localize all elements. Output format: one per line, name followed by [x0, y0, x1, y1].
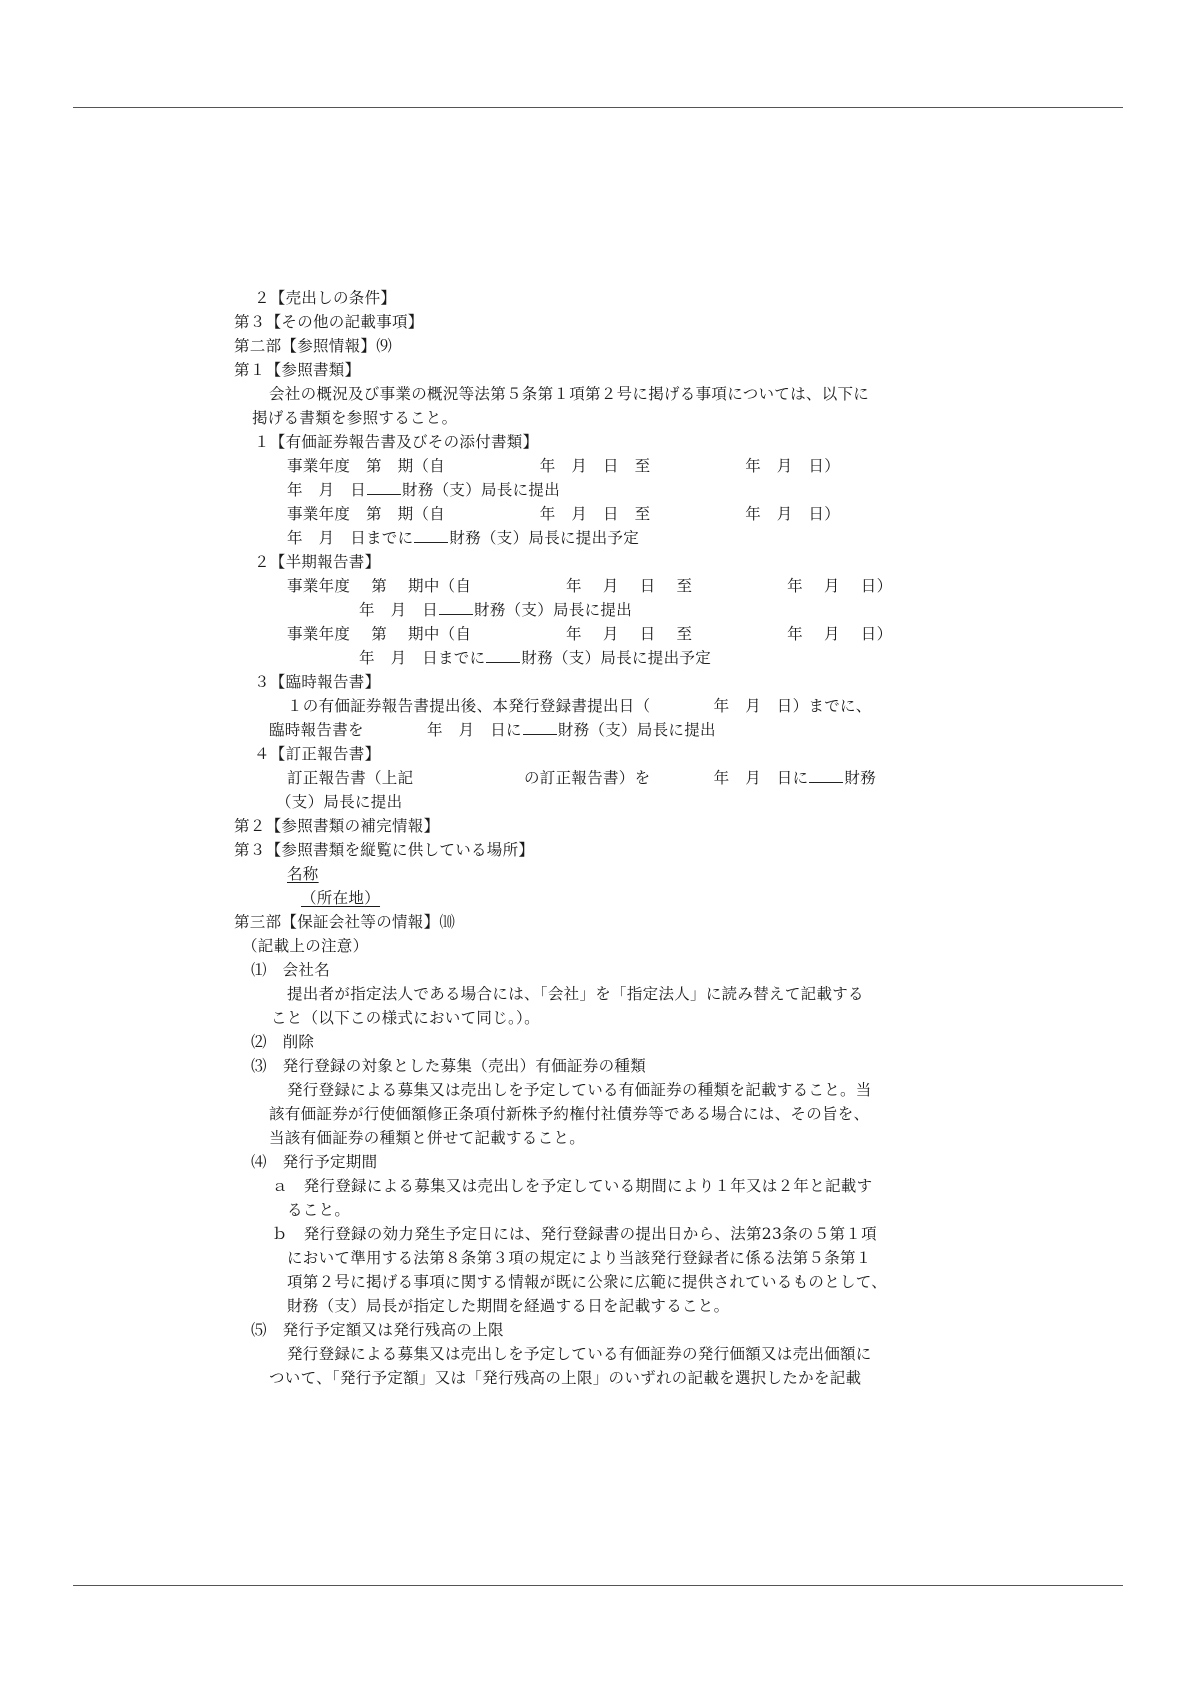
- note-item: ⑷ 発行予定期間: [251, 1153, 378, 1171]
- paragraph-line: こと（以下この様式において同じ。）。: [271, 1009, 540, 1027]
- heading-sale-conditions: ２【売出しの条件】: [254, 289, 397, 307]
- paragraph-line: ｂ 発行登録の効力発生予定日には、発行登録書の提出日から、法第23条の５第１項: [272, 1225, 877, 1243]
- fiscal-year-line: 事業年度 第 期中（自 年 月 日 至 年 月 日）: [287, 625, 893, 643]
- fiscal-year-line: 事業年度 第 期中（自 年 月 日 至 年 月 日）: [287, 577, 893, 595]
- submission-line: 年 月 日 財務（支）局長に提出: [287, 481, 561, 499]
- submission-line: 年 月 日までに 財務（支）局長に提出予定: [287, 529, 640, 547]
- paragraph-line: 項第２号に掲げる事項に関する情報が既に公衆に広範に提供されているものとして、: [287, 1273, 888, 1291]
- paragraph-line: ついて、「発行予定額」又は「発行残高の上限」のいずれの記載を選択したかを記載: [269, 1369, 862, 1387]
- paragraph-line: （支）局長に提出: [276, 793, 403, 811]
- paragraph-line: １の有価証券報告書提出後、本発行登録書提出日（ 年 月 日）までに、: [287, 697, 872, 715]
- paragraph-line: 発行登録による募集又は売出しを予定している有価証券の種類を記載すること。当: [287, 1081, 872, 1099]
- paragraph-line: ａ 発行登録による募集又は売出しを予定している期間により１年又は２年と記載す: [272, 1177, 873, 1195]
- paragraph-line: 提出者が指定法人である場合には、「会社」を「指定法人」に読み替えて記載する: [287, 985, 864, 1003]
- fiscal-year-line: 事業年度 第 期（自 年 月 日 至 年 月 日）: [287, 457, 841, 475]
- heading-part3-guarantor-info: 第三部【保証会社等の情報】⑽: [234, 913, 456, 931]
- blank-underline: [809, 768, 843, 783]
- paragraph-line: 掲げる書類を参照すること。: [252, 409, 458, 427]
- heading-amendment-report: ４【訂正報告書】: [254, 745, 381, 763]
- submission-line: 年 月 日までに 財務（支）局長に提出予定: [359, 649, 712, 667]
- note-item: ⑸ 発行予定額又は発行残高の上限: [251, 1321, 504, 1339]
- footer-rule: [73, 1585, 1123, 1586]
- paragraph-line: 訂正報告書（上記 の訂正報告書）を 年 月 日に 財務: [287, 769, 877, 787]
- place-name: 名称: [287, 865, 319, 883]
- heading-supplementary-info: 第２【参照書類の補完情報】: [234, 817, 440, 835]
- paragraph-line: 会社の概況及び事業の概況等法第５条第１項第２号に掲げる事項については、以下に: [269, 385, 870, 403]
- heading-semiannual-report: ２【半期報告書】: [254, 553, 381, 571]
- paragraph-line: において準用する法第８条第３項の規定により当該発行登録者に係る法第５条第１: [287, 1249, 872, 1267]
- fiscal-year-line: 事業年度 第 期（自 年 月 日 至 年 月 日）: [287, 505, 841, 523]
- heading-other-items: 第３【その他の記載事項】: [234, 313, 424, 331]
- heading-notes: （記載上の注意）: [242, 937, 369, 955]
- blank-underline: [486, 648, 520, 663]
- paragraph-line: 財務（支）局長が指定した期間を経過する日を記載すること。: [287, 1297, 730, 1315]
- note-item: ⑴ 会社名: [251, 961, 331, 979]
- paragraph-line: 該有価証券が行使価額修正条項付新株予約権付社債券等である場合には、その旨を、: [269, 1105, 870, 1123]
- heading-extraordinary-report: ３【臨時報告書】: [254, 673, 381, 691]
- submission-line: 臨時報告書を 年 月 日に 財務（支）局長に提出: [269, 721, 716, 739]
- heading-reference-documents: 第１【参照書類】: [234, 361, 361, 379]
- note-item: ⑵ 削除: [251, 1033, 315, 1051]
- blank-underline: [439, 600, 473, 615]
- paragraph-line: 当該有価証券の種類と併せて記載すること。: [269, 1129, 586, 1147]
- paragraph-line: 発行登録による募集又は売出しを予定している有価証券の発行価額又は売出価額に: [287, 1345, 872, 1363]
- blank-underline: [367, 480, 401, 495]
- blank-underline: [414, 528, 448, 543]
- place-address: （所在地）: [301, 889, 381, 907]
- note-item: ⑶ 発行登録の対象とした募集（売出）有価証券の種類: [251, 1057, 647, 1075]
- blank-underline: [523, 720, 557, 735]
- heading-securities-report: １【有価証券報告書及びその添付書類】: [254, 433, 539, 451]
- submission-line: 年 月 日 財務（支）局長に提出: [359, 601, 633, 619]
- heading-inspection-place: 第３【参照書類を縦覧に供している場所】: [234, 841, 535, 859]
- paragraph-line: ること。: [287, 1201, 351, 1219]
- heading-part2-reference-info: 第二部【参照情報】⑼: [234, 337, 393, 355]
